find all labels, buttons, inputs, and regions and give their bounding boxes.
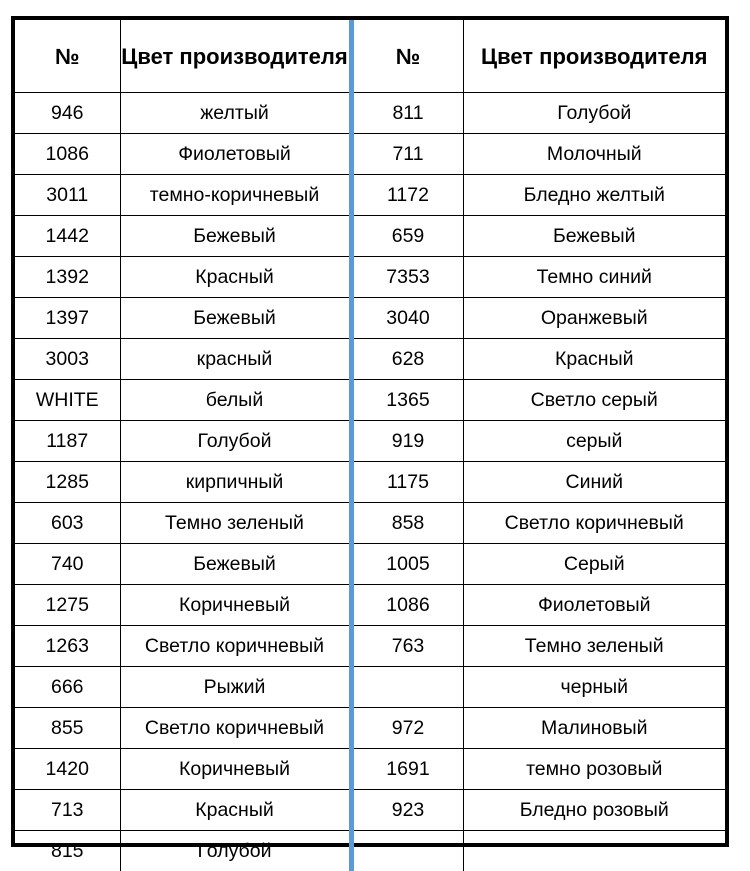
right-num-cell: 628 [351,339,463,380]
right-num-cell: 972 [351,708,463,749]
header-num-left: № [15,20,120,93]
table-row [15,667,725,708]
left-num-cell: 946 [15,93,120,134]
left-num-cell: 1086 [15,134,120,175]
left-num-cell: 1275 [15,585,120,626]
right-color-cell: Бледно желтый [463,175,725,216]
left-color-cell: Коричневый [120,749,351,790]
left-color-cell: красный [120,339,351,380]
right-color-cell: Оранжевый [463,298,725,339]
right-color-cell: Светло серый [463,380,725,421]
right-num-cell: 1005 [351,544,463,585]
left-color-cell: Голубой [120,421,351,462]
right-num-cell [351,831,463,871]
right-color-cell: черный [463,667,725,708]
right-num-cell: 923 [351,790,463,831]
header-color-right: Цвет производителя [463,20,725,93]
right-color-cell [463,831,725,871]
right-num-cell: 1172 [351,175,463,216]
table-row [15,462,725,503]
left-color-cell: Темно зеленый [120,503,351,544]
left-num-cell: 603 [15,503,120,544]
left-num-cell: 1442 [15,216,120,257]
table-row [15,257,725,298]
left-num-cell: 1392 [15,257,120,298]
left-color-cell: Рыжий [120,667,351,708]
left-num-cell: 1187 [15,421,120,462]
table-row [15,175,725,216]
right-num-cell: 7353 [351,257,463,298]
right-num-cell: 811 [351,93,463,134]
left-color-cell: Красный [120,257,351,298]
left-color-cell: Бежевый [120,298,351,339]
right-color-cell: Голубой [463,93,725,134]
left-num-cell: 815 [15,831,120,871]
right-color-cell: Фиолетовый [463,585,725,626]
left-num-cell: 1285 [15,462,120,503]
right-num-cell: 711 [351,134,463,175]
table-row [15,749,725,790]
header-row [15,20,725,93]
right-color-cell: Темно синий [463,257,725,298]
left-color-cell: Красный [120,790,351,831]
right-color-cell: Красный [463,339,725,380]
right-num-cell [351,667,463,708]
right-color-cell: Серый [463,544,725,585]
right-color-cell: Темно зеленый [463,626,725,667]
left-color-cell: Светло коричневый [120,708,351,749]
header-color-left: Цвет производителя [120,20,351,93]
left-color-cell: Бежевый [120,544,351,585]
left-num-cell: 1397 [15,298,120,339]
table-row [15,626,725,667]
table-row [15,93,725,134]
left-num-cell: 713 [15,790,120,831]
color-table-frame [11,16,729,847]
table-row [15,421,725,462]
right-color-cell: Молочный [463,134,725,175]
table-row [15,585,725,626]
left-num-cell: 1263 [15,626,120,667]
left-color-cell: белый [120,380,351,421]
right-color-cell: Малиновый [463,708,725,749]
left-color-cell: темно-коричневый [120,175,351,216]
right-num-cell: 1175 [351,462,463,503]
right-num-cell: 1691 [351,749,463,790]
left-num-cell: WHITE [15,380,120,421]
header-num-right: № [351,20,463,93]
table-row [15,216,725,257]
table-body [15,93,725,871]
manufacturer-color-table [15,20,725,871]
left-color-cell: Голубой [120,831,351,871]
left-color-cell: Коричневый [120,585,351,626]
right-num-cell: 3040 [351,298,463,339]
right-color-cell: Синий [463,462,725,503]
table-row [15,790,725,831]
left-num-cell: 666 [15,667,120,708]
left-color-cell: желтый [120,93,351,134]
right-num-cell: 1086 [351,585,463,626]
right-color-cell: Светло коричневый [463,503,725,544]
table-row [15,831,725,871]
right-num-cell: 858 [351,503,463,544]
left-color-cell: кирпичный [120,462,351,503]
table-row [15,298,725,339]
right-num-cell: 919 [351,421,463,462]
left-num-cell: 3011 [15,175,120,216]
table-row [15,339,725,380]
left-num-cell: 3003 [15,339,120,380]
right-num-cell: 1365 [351,380,463,421]
left-color-cell: Бежевый [120,216,351,257]
table-row [15,708,725,749]
left-num-cell: 740 [15,544,120,585]
right-color-cell: Бежевый [463,216,725,257]
left-num-cell: 855 [15,708,120,749]
right-color-cell: серый [463,421,725,462]
table-row [15,503,725,544]
left-num-cell: 1420 [15,749,120,790]
left-color-cell: Светло коричневый [120,626,351,667]
right-num-cell: 763 [351,626,463,667]
table-row [15,380,725,421]
left-color-cell: Фиолетовый [120,134,351,175]
right-color-cell: Бледно розовый [463,790,725,831]
table-row [15,544,725,585]
right-num-cell: 659 [351,216,463,257]
table-row [15,134,725,175]
right-color-cell: темно розовый [463,749,725,790]
